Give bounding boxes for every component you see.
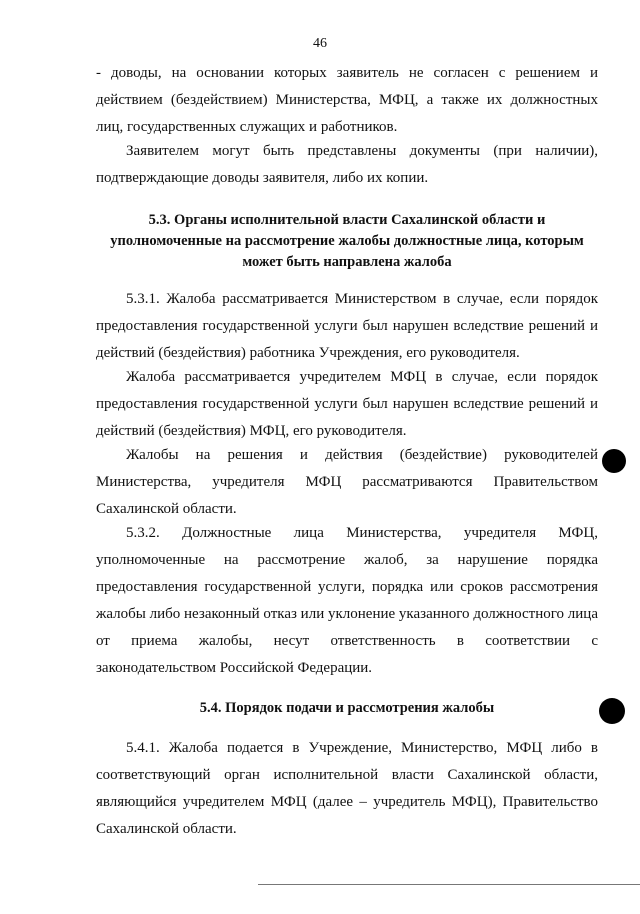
paragraph-5-3-2: 5.3.2. Должностные лица Министерства, учредителя МФЦ, уполномоченные на рассмотрение жалоб, за нарушение порядка предоставления государственной услуги, порядка или сроков рассмотрения жалобы либо незаконный отказ или уклонение указанного должностного лица от приема жалобы, несут ответственность в соответствии с законодательством Российской Федерации. — [96, 525, 598, 676]
hole-punch-mark — [599, 698, 625, 724]
scan-edge-line — [258, 884, 640, 885]
page-number: 46 — [313, 36, 327, 51]
paragraph-arguments: - доводы, на основании которых заявитель не согласен с решением и действием (бездействием) Министерства, МФЦ, а также их должностных лиц, государственных служащих и работников. — [96, 65, 598, 135]
paragraph-5-4-1: 5.4.1. Жалоба подается в Учреждение, Министерство, МФЦ либо в соответствующий орган исполнительной власти Сахалинской области, являющийся учредителем МФЦ (далее – учредитель МФЦ), Правительство Сахалинской области. — [96, 740, 598, 837]
hole-punch-mark — [602, 449, 626, 473]
paragraph-government: Жалобы на решения и действия (бездействие) руководителей Министерства, учредителя МФЦ рассматриваются Правительством Сахалинской области. — [96, 447, 598, 517]
paragraph-documents: Заявителем могут быть представлены документы (при наличии), подтверждающие доводы заявителя, либо их копии. — [96, 143, 598, 186]
paragraph-5-3-1: 5.3.1. Жалоба рассматривается Министерством в случае, если порядок предоставления государственной услуги был нарушен вследствие решений и действий (бездействия) работника Учреждения, его руководителя. — [96, 291, 598, 361]
section-5-4-heading: 5.4. Порядок подачи и рассмотрения жалобы — [199, 700, 495, 716]
section-5-3-heading: 5.3. Органы исполнительной власти Сахалинской области и уполномоченные на рассмотрение жалобы должностные лица, которым может быть направлена жалоба — [110, 212, 584, 270]
paragraph-founder-mfc: Жалоба рассматривается учредителем МФЦ в случае, если порядок предоставления государственной услуги был нарушен вследствие решений и действий (бездействия) МФЦ, его руководителя. — [96, 369, 598, 439]
